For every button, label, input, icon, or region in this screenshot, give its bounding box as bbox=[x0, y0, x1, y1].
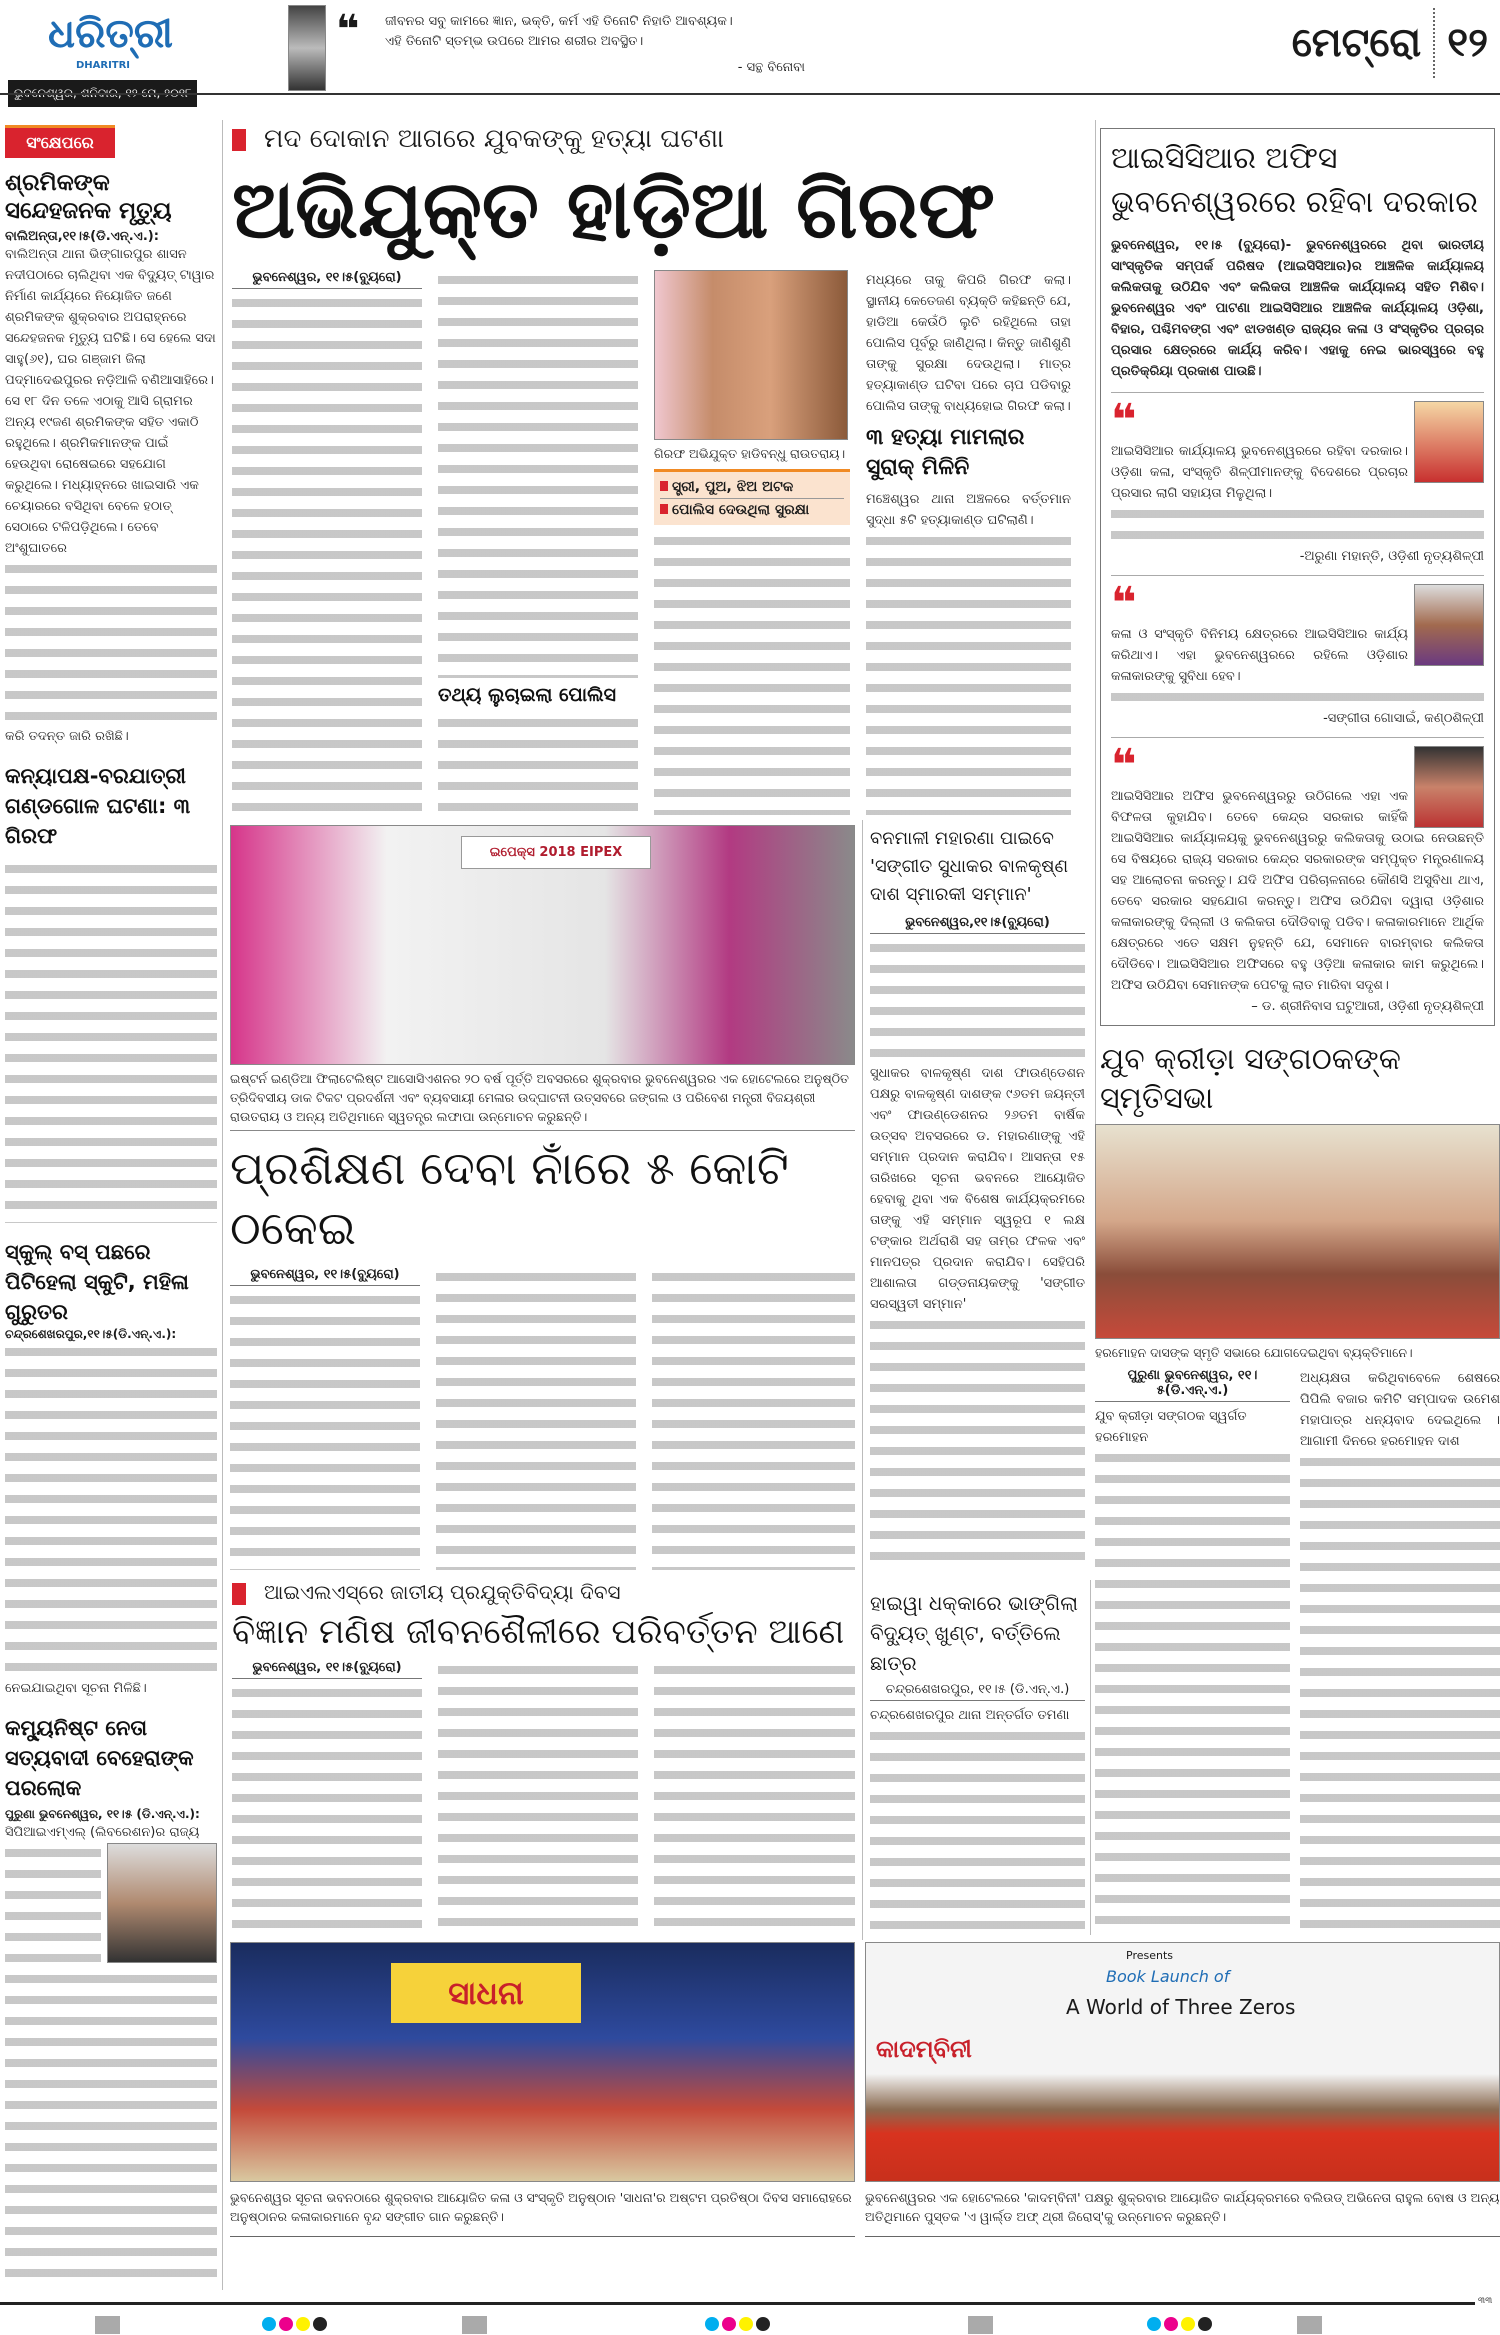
column-rule bbox=[862, 820, 863, 1940]
brief-body-end: ନେଇଯାଇଥିବା ସୂଚନା ମିଳିଛି। bbox=[5, 1680, 147, 1696]
logo bbox=[48, 8, 173, 71]
brief-dateline: ପୁରୁଣା ଭୁବନେଶ୍ୱର, ୧୧।୫ (ଡି.ଏନ୍.ଏ.): bbox=[5, 1806, 200, 1821]
lead-body-col4: ମଧ୍ୟରେ ତାକୁ କିପରି ଗିରଫ କଲା। ସ୍ଥାନୀୟ କେତେଜଣ ବ୍ୟକ୍ତି କହିଛନ୍ତି ଯେ, ହାଡିଆ କେଉଁଠି ଲୁଚି ରହିଥିଲେ ତାହା ପୋଲିସ ପୂର୍ବରୁ ଜାଣିଥିଲା। କିନ୍ତୁ ଜାଣିଶୁଣି ତାଙ୍କୁ ସୁରକ୍ଷା ଦେଉଥିଲା। ମାତ୍ର ହତ୍ୟାକାଣ୍ଡ ଘଟିବା ପରେ ଚାପ ପଡିବାରୁ ପୋଲିସ ତାଙ୍କୁ ବାଧ୍ୟହୋଇ ଗିରଫ କଲା। bbox=[866, 273, 1071, 414]
lead-kicker bbox=[232, 122, 1087, 156]
book-banner-presents: Presents bbox=[1126, 1949, 1174, 1962]
stamp-event-caption: ଇଷ୍ଟର୍ନ ଇଣ୍ଡିଆ ଫିଲାଟେଲିଷ୍ଟ ଆସୋସିଏଶନର ୨୦ ବର୍ଷ ପୂର୍ତ୍ତି ଅବସରରେ ଶୁକ୍ରବାର ଭୁବନେଶ୍ୱରର ଏକ ହୋଟେଲରେ ଅନୁଷ୍ଠିତ ତ୍ରିଦିବସୀୟ ଡାକ ଟିକଟ ପ୍ରଦର୍ଶନୀ ଏବଂ ବ୍ୟବସାୟୀ ମେଳାର ଉଦ୍‌ଘାଟନୀ ଉତ୍ସବରେ ଜଙ୍ଗଲ ଓ ପରିବେଶ ମନ୍ତ୍ରୀ ବିଜୟଶ୍ରୀ ରାଉତରାୟ ଓ ଅନ୍ୟ ଅତିଥିମାନେ ସ୍ୱତନ୍ତ୍ର ଲଫାପା ଉନ୍ମୋଚନ କରୁଛନ୍ତି। bbox=[230, 1065, 855, 1131]
footer-rule bbox=[0, 2302, 1475, 2305]
brief-body: ବାଲିଅନ୍ତା ଥାନା ଭିଙ୍ଗାରପୁର ଶାସନ ନଦୀପଠାରେ ଚାଲିଥିବା ଏକ ବିଦ୍ୟୁତ୍ ଟାୱାର ନିର୍ମାଣ କାର୍ଯ୍ୟରେ ନିୟୋଜିତ ଜଣେ ଶ୍ରମିକଙ୍କ ଶୁକ୍ରବାର ଅପରାହ୍ନରେ ସନ୍ଦେହଜନକ ମୃତ୍ୟୁ ଘଟିଛି। ସେ ହେଲେ ସଦା ସାହୁ(୬୧), ଘର ଗଞ୍ଜାମ ଜିଲା ପଦ୍ମାଦେଈପୁରର ନଡ଼ିଆଳି ବଣିଆସାହିରେ। ସେ ୧୮ ଦିନ ତଳେ ଏଠାକୁ ଆସି ଗ୍ରାମର ଅନ୍ୟ ୧୯ଜଣ ଶ୍ରମିକଙ୍କ ସହିତ ଏକାଠି ରହୁଥିଲେ। ଶ୍ରମିକମାନଙ୍କ ପାଇଁ ହେଉଥିବା ରୋଷେଇରେ ସହଯୋଗ କରୁଥିଲେ। ମଧ୍ୟାହ୍ନରେ ଖାଇସାରି ଏକ ଚେୟାରରେ ବସିଥିବା ବେଳେ ହଠାତ୍ ସେଠାରେ ଟଳିପଡ଼ିଥିଲେ। ତେବେ ଅଂଶୁଘାତରେ bbox=[5, 247, 216, 557]
lead-body-col2-end bbox=[438, 713, 638, 815]
memorial-story bbox=[1095, 1040, 1500, 1933]
book-banner-brand: କାଦମ୍ବିନୀ bbox=[876, 2035, 972, 2063]
brief-headline: ଶ୍ରମିକଙ୍କ ସନ୍ଦେହଜନକ ମୃତ୍ୟୁ bbox=[5, 170, 172, 224]
iccr-intro: ଭୁବନେଶ୍ୱର, ୧୧।୫ (ବ୍ୟୁରୋ)- ଭୁବନେଶ୍ୱରରେ ଥିବା ଭାରତୀୟ ସାଂସ୍କୃତିକ ସମ୍ପର୍କ ପରିଷଦ (ଆଇସିସିଆର)ର ଆଞ୍ଚଳିକ କାର୍ଯ୍ୟାଳୟ କଲିକତାକୁ ଉଠିଯିବ ଏବଂ କଲିକତା ଆଞ୍ଚଳିକ କାର୍ଯ୍ୟାଳୟ ସହିତ ମିଶିବ। ଭୁବନେଶ୍ୱର ଏବଂ ପାଟଣା ଆଇସିସିଆର ଆଞ୍ଚଳିକ କାର୍ଯ୍ୟାଳୟ ଓଡ଼ିଶା, ବିହାର, ପଶ୍ଚିମବଙ୍ଗ ଏବଂ ଝାଡଖଣ୍ଡ ରାଜ୍ୟର କଳା ଓ ସଂସ୍କୃତିର ପ୍ରଚାର ପ୍ରସାର କ୍ଷେତ୍ରରେ କାର୍ଯ୍ୟ କରିବ। ଏହାକୁ ନେଇ ଭାରସ୍ୱରେ ବହୁ ପ୍ରତିକ୍ରିୟା ପ୍ରକାଶ ପାଉଛି। bbox=[1111, 238, 1484, 379]
quote-text-continued bbox=[1111, 687, 1484, 708]
brief-tag: ସଂକ୍ଷେପରେ bbox=[5, 125, 115, 158]
iccr-quote bbox=[1111, 737, 1484, 1017]
accident-headline: ହାଇୱା ଧକ୍କାରେ ଭାଙ୍ଗିଲା ବିଦ୍ୟୁତ୍ ଖୁଣ୍ଟ, ବର୍ତ୍ତିଲେ ଛାତ୍ର bbox=[870, 1591, 1079, 1675]
brief-body: ସିପିଆଇଏମ୍ଏଲ୍ (ଲିବରେଶନ)ର ରାଜ୍ୟ bbox=[5, 1824, 200, 1840]
footer-mark: ୩୩ bbox=[1478, 2296, 1493, 2306]
lead-subhead-text: ମଞ୍ଚେଶ୍ୱର ଥାନା ଅଞ୍ଚଳରେ ବର୍ତ୍ତମାନ ସୁଦ୍ଧା ୫ଟି ହତ୍ୟାକାଣ୍ଡ ଘଟିଲାଣି। bbox=[866, 492, 1071, 528]
accident-body-continued bbox=[870, 1726, 1085, 1933]
quote-icon: ❝ bbox=[1111, 395, 1137, 446]
brief-dateline: ବାଲିଅନ୍ତା,୧୧।୫(ଡି.ଏନ୍.ଏ.): bbox=[5, 229, 159, 245]
highlight-text: ପୋଲିସ ଦେଉଥିଲା ସୁରକ୍ଷା bbox=[672, 502, 810, 518]
award-body: ସୁଧାକର ବାଳକୃଷ୍ଣ ଦାଶ ଫାଉଣ୍ଡେଶନ ପକ୍ଷରୁ ବାଳକୃଷ୍ଣ ଦାଶଙ୍କ ୯୬ତମ ଜୟନ୍ତୀ ଏବଂ ଫାଉଣ୍ଡେଶନର ୨୬ତମ ବାର୍ଷିକ ଉତ୍ସବ ଅବସରରେ ଡ. ମହାରଣାଙ୍କୁ ଏହି ସମ୍ମାନ ପ୍ରଦାନ କରାଯିବ। ଆସନ୍ତା ୧୫ ତାରିଖରେ ସୂଚନା ଭବନରେ ଆୟୋଜିତ ହେବାକୁ ଥିବା ଏକ ବିଶେଷ କାର୍ଯ୍ୟକ୍ରମରେ ତାଙ୍କୁ ଏହି ସମ୍ମାନ ସ୍ୱରୂପ ୧ ଲକ୍ଷ ଟଙ୍କାର ଅର୍ଥରାଶି ସହ ତାମ୍ର ଫଳକ ଏବଂ ମାନପତ୍ର ପ୍ରଦାନ କରାଯିବ। ସେହିପରି ଆଶାଲତା ଗଡ୍ଡନାୟକଙ୍କୁ 'ସଙ୍ଗୀତ ସରସ୍ୱତୀ ସମ୍ମାନ' bbox=[870, 1066, 1085, 1312]
memorial-body-col1-continued bbox=[1095, 1448, 1290, 1933]
brief-headline: କମ୍ୟୁନିଷ୍ଟ ନେତା ସତ୍ୟବାଦୀ ବେହେରାଙ୍କ ପରଲୋକ bbox=[5, 1715, 194, 1800]
page-number: ୧୨ bbox=[1447, 20, 1488, 66]
registration-dots bbox=[705, 2316, 773, 2335]
brief-headline: ସ୍କୁଲ୍ ବସ୍ ପଛରେ ପିଟିହେଲା ସ୍କୁଟି, ମହିଳା ଗୁରୁତର bbox=[5, 1240, 189, 1324]
science-byline: ଭୁବନେଶ୍ୱର, ୧୧।୫(ବ୍ୟୁରୋ) bbox=[232, 1660, 422, 1679]
memorial-body-col1: ଯୁବ କ୍ରୀଡ଼ା ସଙ୍ଗଠକ ସ୍ୱର୍ଗତ ହରମୋହନ bbox=[1095, 1409, 1247, 1445]
lead-byline: ଭୁବନେଶ୍ୱର, ୧୧।୫(ବ୍ୟୁରୋ) bbox=[232, 270, 422, 289]
fraud-byline: ଭୁବନେଶ୍ୱର, ୧୧।୫(ବ୍ୟୁରୋ) bbox=[230, 1267, 420, 1286]
sadhana-banner: ସାଧନା bbox=[391, 1963, 581, 2023]
brief-story bbox=[5, 1713, 217, 2290]
lead-body-col2 bbox=[438, 270, 638, 678]
science-body-col2 bbox=[438, 1660, 638, 1933]
award-byline: ଭୁବନେଶ୍ୱର,୧୧।୫(ବ୍ୟୁରୋ) bbox=[870, 915, 1085, 934]
logo-text: ଧରିତ୍ରୀ bbox=[48, 11, 173, 57]
column-rule bbox=[222, 120, 223, 2290]
quote-icon: ❝ bbox=[336, 7, 360, 53]
book-banner-title: Book Launch of bbox=[1106, 1967, 1230, 1986]
brief-body bbox=[5, 859, 217, 1223]
memorial-caption: ହରମୋହନ ଦାସଙ୍କ ସ୍ମୃତି ସଭାରେ ଯୋଗଦେଇଥିବା ବ୍ୟକ୍ତିମାନେ। bbox=[1095, 1345, 1413, 1360]
quote-portrait bbox=[1414, 401, 1484, 483]
author-portrait bbox=[288, 5, 326, 91]
section-name: ମେଟ୍ରୋ bbox=[1291, 20, 1422, 66]
logo-sub: DHARITRI bbox=[75, 60, 131, 71]
quote-text: କଳା ଓ ସଂସ୍କୃତି ବିନିମୟ କ୍ଷେତ୍ରରେ ଆଇସିସିଆର କାର୍ଯ୍ୟ କରିଥାଏ। ଏହା ଭୁବନେଶ୍ୱରରେ ରହିଲେ ଓଡ଼ିଶାର କଳାକାରଙ୍କୁ ସୁବିଧା ହେବ। bbox=[1111, 627, 1408, 684]
brief-body-continued bbox=[5, 1843, 101, 1969]
science-body-col3 bbox=[654, 1660, 855, 1933]
obituary-photo bbox=[107, 1843, 217, 1963]
gray-patch bbox=[462, 2316, 487, 2334]
color-registration-marks bbox=[0, 2316, 1500, 2334]
book-launch-section bbox=[865, 1942, 1500, 2237]
registration-dots bbox=[1147, 2316, 1215, 2335]
fraud-body-col1 bbox=[230, 1290, 420, 1570]
science-body-col1 bbox=[232, 1683, 422, 1933]
sadhana-section bbox=[230, 1942, 855, 2237]
stamp-event-photo bbox=[230, 825, 855, 1065]
sadhana-photo bbox=[230, 1942, 855, 2182]
quote-attribution: – ଡ. ଶ୍ରୀନିବାସ ଘଟୁଆରୀ, ଓଡ଼ିଶୀ ନୃତ୍ୟଶିଳ୍ପୀ bbox=[1251, 999, 1484, 1014]
highlight-text: ସ୍ତ୍ରୀ, ପୁଅ, ଝିଅ ଅଟକ bbox=[672, 479, 794, 495]
lead-kicker-text: ମଦ ଦୋକାନ ଆଗରେ ଯୁବକଙ୍କୁ ହତ୍ୟା ଘଟଣା bbox=[264, 124, 724, 154]
quote-icon: ❝ bbox=[1111, 578, 1137, 629]
lead-body-col1 bbox=[232, 293, 422, 815]
award-body-continued bbox=[870, 1315, 1085, 1565]
stamp-fraud-section bbox=[230, 825, 855, 1570]
award-body-start bbox=[870, 938, 1085, 1063]
masthead-rule bbox=[0, 93, 1500, 95]
fraud-body-col2 bbox=[436, 1267, 636, 1570]
gray-patch bbox=[1297, 2316, 1322, 2334]
highlight-item bbox=[660, 476, 844, 499]
brief-headline: କନ୍ୟାପକ୍ଷ-ବରଯାତ୍ରୀ ଗଣ୍ଡଗୋଳ ଘଟଣା: ୩ ଗିରଫ bbox=[5, 764, 191, 849]
sadhana-caption: ଭୁବନେଶ୍ୱର ସୂଚନା ଭବନଠାରେ ଶୁକ୍ରବାର ଆୟୋଜିତ କଳା ଓ ସଂସ୍କୃତି ଅନୁଷ୍ଠାନ 'ସାଧନା'ର ଅଷ୍ଟମ ପ୍ରତିଷ୍ଠା ଦିବସ ସମାରୋହରେ ଅନୁଷ୍ଠାନର କଳାକାରମାନେ ବୃନ୍ଦ ସଙ୍ଗୀତ ଗାନ କରୁଛନ୍ତି। bbox=[230, 2182, 855, 2237]
fraud-body-col3 bbox=[652, 1267, 855, 1570]
brief-body-end: କରି ତଦନ୍ତ ଜାରି ରଖିଛି। bbox=[5, 729, 129, 745]
brief-column bbox=[5, 125, 217, 2290]
section-divider bbox=[1433, 8, 1435, 78]
quote-line: ଏହି ତିନୋଟି ସ୍ତମ୍ଭ ଉପରେ ଆମର ଶରୀର ଅବସ୍ଥିତ। bbox=[385, 34, 644, 49]
award-headline: ବନମାଳୀ ମହାରଣା ପାଇବେ 'ସଙ୍ଗୀତ ସୁଧାକର ବାଳକୃଷ୍ଣ ଦାଶ ସ୍ମାରକୀ ସମ୍ମାନ' bbox=[870, 828, 1069, 905]
brief-dateline: ଚନ୍ଦ୍ରଶେଖରପୁର,୧୧।୫(ଡି.ଏନ୍.ଏ.): bbox=[5, 1327, 177, 1341]
quote-icon: ❝ bbox=[1111, 740, 1137, 791]
memorial-photo bbox=[1095, 1124, 1500, 1339]
iccr-headline bbox=[1111, 137, 1484, 225]
event-banner: ଇପେକ୍ସ 2018 EIPEX bbox=[461, 836, 651, 869]
memorial-byline: ପୁରୁଣା ଭୁବନେଶ୍ୱର, ୧୧।୫(ଡି.ଏନ୍.ଏ.) bbox=[1095, 1368, 1290, 1402]
column-rule bbox=[1090, 1580, 1091, 1935]
quote-text: ଆଇସିସିଆର କାର୍ଯ୍ୟାଳୟ ଭୁବନେଶ୍ୱରରେ ରହିବା ଦରକାର। ଓଡ଼ିଶା କଳା, ସଂସ୍କୃତି ଶିଳ୍ପୀମାନଙ୍କୁ ବିଦେଶରେ ପ୍ରଚାର ପ୍ରସାର ଲାଗି ସହାୟତା ମିଳୁଥିଲା। bbox=[1111, 444, 1408, 501]
highlight-item bbox=[660, 499, 844, 521]
lead-body-col4-continued bbox=[866, 531, 1071, 815]
accused-photo bbox=[654, 270, 848, 440]
section-header bbox=[1292, 8, 1488, 78]
award-story bbox=[870, 825, 1085, 1565]
iccr-quote bbox=[1111, 392, 1484, 567]
lead-story bbox=[232, 122, 1087, 815]
memorial-body-col2-continued bbox=[1300, 1452, 1500, 1933]
iccr-box bbox=[1100, 128, 1495, 1026]
quote-portrait bbox=[1414, 746, 1484, 828]
fraud-headline: ପ୍ରଶିକ୍ଷଣ ଦେବା ନାଁରେ ୫ କୋଟି ଠକେଇ bbox=[230, 1141, 789, 1255]
book-launch-caption: ଭୁବନେଶ୍ୱରର ଏକ ହୋଟେଲରେ 'କାଦମ୍ବିନୀ' ପକ୍ଷରୁ ଶୁକ୍ରବାର ଆୟୋଜିତ କାର୍ଯ୍ୟକ୍ରମରେ ବଲିଉଡ୍ ଅଭିନେତା ରାହୁଲ ବୋଷ ଓ ଅନ୍ୟ ଅତିଥିମାନେ ପୁସ୍ତକ 'ଏ ୱାର୍ଲ୍ଡ ଅଫ୍ ଥ୍ରୀ ଜିରୋସ୍'କୁ ଉନ୍ମୋଚନ କରୁଛନ୍ତି। bbox=[865, 2182, 1500, 2237]
brief-body bbox=[5, 1342, 217, 1678]
memorial-headline: ଯୁବ କ୍ରୀଡ଼ା ସଙ୍ଗଠକଙ୍କ ସ୍ମୃତିସଭା bbox=[1100, 1042, 1401, 1116]
quote-line: ଜୀବନର ସବୁ କାମରେ ଜ୍ଞାନ, ଭକ୍ତି, କର୍ମ ଏହି ତିନୋଟି ନିହାତି ଆବଶ୍ୟକ। bbox=[385, 14, 733, 29]
gray-patch bbox=[95, 2316, 120, 2334]
iccr-headline-line: ଭୁବନେଶ୍ୱରରେ ରହିବା ଦରକାର bbox=[1111, 185, 1478, 220]
accused-photo-caption: ଗିରଫ ଅଭିଯୁକ୍ତ ହାଡିବନ୍ଧୁ ରାଉତରାୟ। bbox=[654, 446, 846, 461]
lead-body-col3 bbox=[654, 531, 850, 815]
gray-patch bbox=[968, 2316, 993, 2334]
brief-story bbox=[5, 170, 217, 747]
brief-story bbox=[5, 761, 217, 1223]
brief-body-continued bbox=[5, 559, 217, 726]
accident-story bbox=[870, 1588, 1085, 1933]
accident-byline: ଚନ୍ଦ୍ରଶେଖରପୁର, ୧୧।୫ (ଡି.ଏନ୍.ଏ.) bbox=[870, 1682, 1085, 1701]
science-kicker bbox=[232, 1578, 855, 1606]
brief-body-continued bbox=[5, 1969, 217, 2290]
quote-text-continued bbox=[1111, 504, 1484, 546]
quote-attribution: -ସଙ୍ଗୀତା ଗୋସାଇଁ, କଣ୍ଠଶିଳ୍ପୀ bbox=[1323, 711, 1484, 726]
science-story bbox=[232, 1578, 855, 1933]
memorial-body-col2: ଅଧ୍ୟକ୍ଷତା କରିଥିବାବେଳେ ଶେଷରେ ପିପିଲି ବଜାର କମିଟି ସମ୍ପାଦକ ଉମେଶ ମହାପାତ୍ର ଧନ୍ୟବାଦ ଦେଇଥିଲେ । ଆଗାମୀ ଦିନରେ ହରମୋହନ ଦାଶ bbox=[1300, 1371, 1500, 1449]
lead-subhead: ତଥ୍ୟ ଲୁଚାଇଲା ପୋଲିସ bbox=[438, 684, 616, 707]
book-title: A World of Three Zeros bbox=[1066, 1995, 1296, 2019]
right-column bbox=[1095, 128, 1500, 1933]
lead-highlights-box bbox=[654, 469, 850, 525]
science-headline: ବିଜ୍ଞାନ ମଣିଷ ଜୀବନଶୈଳୀରେ ପରିବର୍ତ୍ତନ ଆଣେ bbox=[232, 1612, 845, 1652]
book-launch-photo bbox=[865, 1942, 1500, 2182]
iccr-headline-line: ଆଇସିସିଆର ଅଫିସ bbox=[1111, 141, 1338, 176]
iccr-quote bbox=[1111, 575, 1484, 729]
science-kicker-text: ଆଇଏଲଏସ୍‌ରେ ଜାତୀୟ ପ୍ରଯୁକ୍ତିବିଦ୍ୟା ଦିବସ bbox=[264, 1580, 621, 1604]
quote-portrait bbox=[1414, 584, 1484, 666]
quote-of-day bbox=[385, 12, 945, 78]
lead-headline: ଅଭିଯୁକ୍ତ ହାଡ଼ିଆ ଗିରଫ bbox=[232, 163, 996, 256]
quote-attribution: -ଅରୁଣା ମହାନ୍ତି, ଓଡ଼ିଶୀ ନୃତ୍ୟଶିଳ୍ପୀ bbox=[1299, 549, 1484, 564]
accident-body: ଚନ୍ଦ୍ରଶେଖରପୁର ଥାନା ଅନ୍ତର୍ଗତ ତମଣା bbox=[870, 1708, 1070, 1723]
brief-story bbox=[5, 1237, 217, 1699]
registration-dots bbox=[262, 2316, 330, 2335]
quote-text: ଆଇସିସିଆର ଅଫିସ ଭୁବନେଶ୍ୱରରୁ ଉଠିଗଲେ ଏହା ଏକ ବିଫଳତା କୁହାଯିବ। ତେବେ କେନ୍ଦ୍ର ସରକାର କାହିଁକି ଆଇସିସିଆର କାର୍ଯ୍ୟାଳୟକୁ ଭୁବନେଶ୍ୱରରୁ କଲିକତାକୁ ଉଠାଇ ନେଉଛନ୍ତି ସେ ବିଷୟରେ ରାଜ୍ୟ ସରକାର କେନ୍ଦ୍ର ସରକାରଙ୍କ ସମ୍ପୃକ୍ତ ମନ୍ତ୍ରଣାଳୟ ସହ ଆଲୋଚନା କରନ୍ତୁ। ଯଦି ଅଫିସ ପରିଚାଳନାରେ କୌଣସି ଅସୁବିଧା ଥାଏ, ତେବେ ସରକାର ସହଯୋଗ କରନ୍ତୁ। ଅଫିସ ଉଠିଯିବା ଦ୍ୱାରା ଓଡ଼ିଶାର କଳାକାରଙ୍କୁ ଦିଲ୍ଲୀ ଓ କଲିକତା ଦୌଡିବାକୁ ପଡିବ। କଳାକାରମାନେ ଆର୍ଥିକ କ୍ଷେତ୍ରରେ ଏତେ ସକ୍ଷମ ନୁହନ୍ତି ଯେ, ସେମାନେ ବାରମ୍ବାର କଲିକତା ଦୌଡିବେ। ଆଇସିସିଆର ଅଫିସରେ ବହୁ ଓଡ଼ିଆ କଳାକାର କାମ କରୁଥିଲେ। ଅଫିସ ଉଠିଯିବା ସେମାନଙ୍କ ପେଟକୁ ଲାତ ମାରିବା ସଦୃଶ। bbox=[1111, 789, 1484, 993]
lead-subhead: ୩ ହତ୍ୟା ମାମଲାର ସୁରାକ୍ ମିଳିନି bbox=[866, 425, 1025, 480]
quote-author: - ସନ୍ଥ ବିନୋବା bbox=[737, 60, 805, 75]
